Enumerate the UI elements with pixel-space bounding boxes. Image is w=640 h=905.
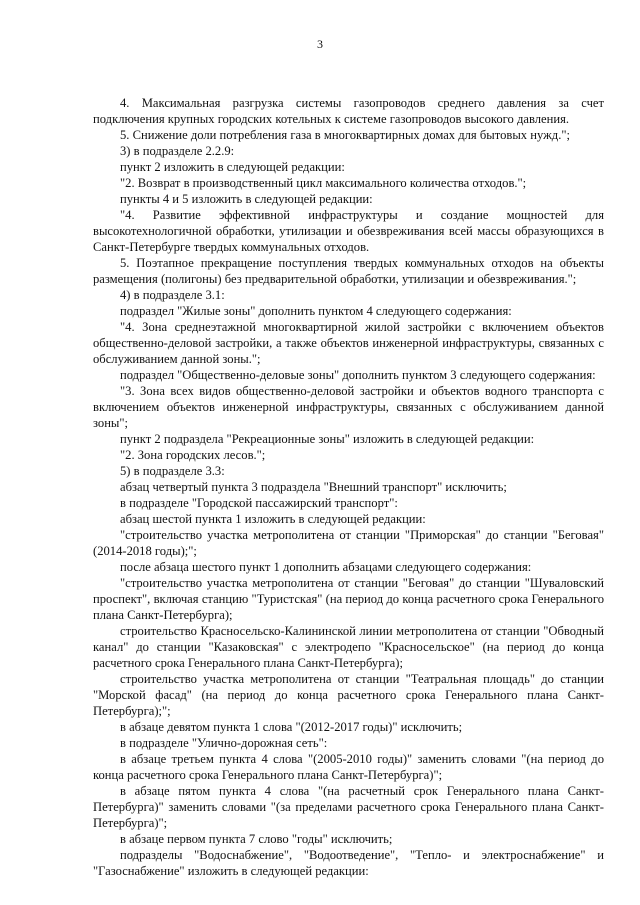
paragraph: подраздел "Жилые зоны" дополнить пунктом 4 следующего содержания: [120, 304, 512, 318]
paragraph: "2. Зона городских лесов."; [120, 448, 266, 462]
paragraph: пункт 2 изложить в следующей редакции: [120, 160, 345, 174]
paragraph: после абзаца шестого пункт 1 дополнить абзацами следующего содержания: [120, 560, 532, 574]
paragraph: 4) в подразделе 3.1: [120, 288, 225, 302]
paragraph: "строительство участка метрополитена от станции "Приморская" до станции "Беговая" (2014-2018 годы);"; [93, 528, 604, 558]
paragraph: "3. Зона всех видов общественно-деловой застройки и объектов водного транспорта с включением объектов инженерной инфраструктуры, связанных с обслуживанием данной зоны"; [93, 384, 604, 430]
paragraph: 5. Снижение доли потребления газа в многоквартирных домах для бытовых нужд."; [120, 128, 570, 142]
paragraph: 5. Поэтапное прекращение поступления твердых коммунальных отходов на объекты размещения (полигоны) без предварительной обработки, утилизации и обезвреживания."; [93, 256, 604, 286]
paragraph: "2. Возврат в производственный цикл максимального количества отходов."; [120, 176, 527, 190]
paragraph: 4. Максимальная разгрузка системы газопроводов среднего давления за счет подключения крупных городских котельных к системе газопроводов высокого давления. [93, 96, 604, 126]
paragraph: абзац четвертый пункта 3 подраздела "Внешний транспорт" исключить; [120, 480, 507, 494]
paragraph: в абзаце пятом пункта 4 слова "(на расчетный срок Генерального плана Санкт-Петербурга)" заменить словами "(за пределами расчетного срока Генерального плана Санкт-Петербурга)"; [93, 784, 604, 830]
paragraph: в абзаце первом пункта 7 слово "годы" исключить; [120, 832, 393, 846]
paragraph: "4. Зона среднеэтажной многоквартирной жилой застройки с включением объектов общественно-деловой застройки, а также объектов инженерной инфраструктуры, связанных с обслуживанием данной зоны."; [93, 320, 604, 366]
paragraph: 5) в подразделе 3.3: [120, 464, 225, 478]
paragraph: пункты 4 и 5 изложить в следующей редакции: [120, 192, 373, 206]
paragraph: в абзаце девятом пункта 1 слова "(2012-2017 годы)" исключить; [120, 720, 463, 734]
page-number: 3 [317, 37, 323, 51]
paragraph: в подразделе "Городской пассажирский транспорт": [120, 496, 398, 510]
paragraph: абзац шестой пункта 1 изложить в следующей редакции: [120, 512, 426, 526]
paragraph: в абзаце третьем пункта 4 слова "(2005-2010 годы)" заменить словами "(на период до конца расчетного срока Генерального плана Санкт-Петербурга)"; [93, 752, 604, 782]
paragraph: подразделы "Водоснабжение", "Водоотведение", "Тепло- и электроснабжение" и "Газоснабжение" изложить в следующей редакции: [93, 848, 604, 878]
paragraph: строительство Красносельско-Калининской линии метрополитена от станции "Обводный канал" до станции "Казаковская" с электродепо "Красносельское" (на период до конца расчетного срока Генерального плана Санкт-Петербурга); [93, 624, 604, 670]
paragraph: подраздел "Общественно-деловые зоны" дополнить пунктом 3 следующего содержания: [120, 368, 596, 382]
paragraph: в подразделе "Улично-дорожная сеть": [120, 736, 328, 750]
paragraph: "4. Развитие эффективной инфраструктуры и создание мощностей для высокотехнологичной обработки, утилизации и обезвреживания всей массы образующихся в Санкт-Петербурге твердых коммунальных отходов. [93, 208, 604, 254]
paragraph: пункт 2 подраздела "Рекреационные зоны" изложить в следующей редакции: [120, 432, 535, 446]
paragraph: 3) в подразделе 2.2.9: [120, 144, 235, 158]
paragraph: "строительство участка метрополитена от станции "Беговая" до станции "Шуваловский проспект", включая станцию "Туристская" (на период до конца расчетного срока Генерального плана Санкт-Петербурга); [93, 576, 604, 622]
document-body [93, 95, 604, 879]
paragraph: строительство участка метрополитена от станции "Театральная площадь" до станции "Морской фасад" (на период до конца расчетного срока Генерального плана Санкт-Петербурга);"; [93, 672, 604, 718]
